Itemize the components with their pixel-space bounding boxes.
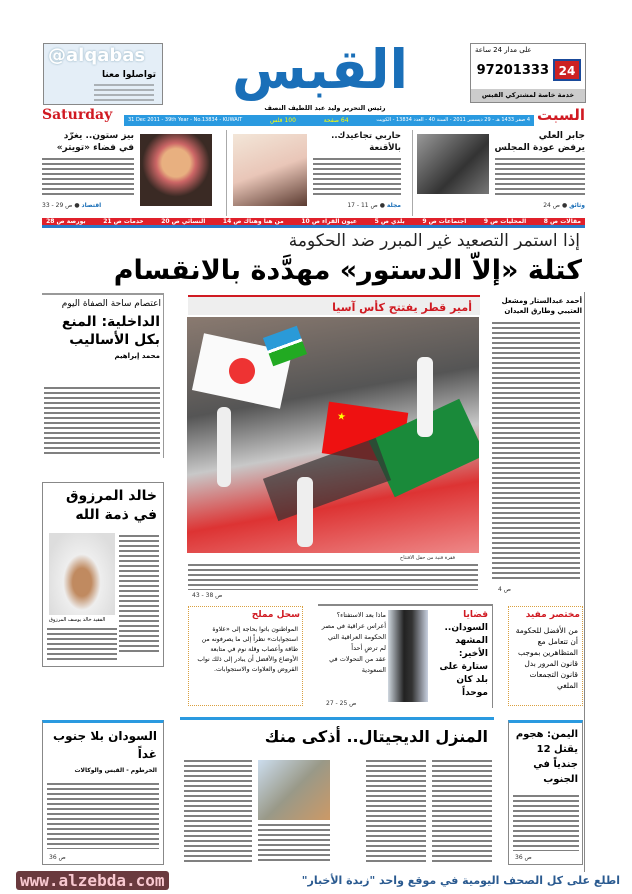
price: 100 فلس xyxy=(270,117,296,124)
sms-logo: 24 xyxy=(553,59,581,81)
lead-byline: أحمد عبدالستار ومشعل العتيبي وطارق العيدان xyxy=(501,297,582,315)
photo-story xyxy=(188,564,478,590)
index-item[interactable]: بورصة ص 28 xyxy=(46,218,86,225)
obituary-photo xyxy=(49,533,115,615)
pages: 64 صفحة xyxy=(323,117,349,124)
day-ar: السبت xyxy=(536,106,585,124)
sms-box[interactable] xyxy=(470,43,586,103)
index-item[interactable]: المحليات ص 9 xyxy=(483,218,527,225)
lead-page[interactable]: ص 4 xyxy=(498,586,511,593)
contact-label: تواصلوا معنا xyxy=(101,70,156,80)
date-bar xyxy=(124,115,534,126)
teaser-photo xyxy=(417,134,489,194)
issues-photo xyxy=(388,610,428,702)
sms-badge: على مدار 24 ساعة xyxy=(475,46,532,54)
index-item[interactable]: النسائي ص 20 xyxy=(161,218,206,225)
footer-ad-url[interactable]: www.alzebda.com xyxy=(16,871,169,890)
issues-box[interactable]: قضايا السودان.. المشهد الأخير: ستارة على بلد كان موحداً ماذا بعد الاستفتاء؟ أعراس عراقية في مصر الحكومة العراقية التي لم ترضِ أحداً عقد من التحولات في السعودية ص 25 - 27 xyxy=(318,604,493,708)
footer-ad[interactable] xyxy=(16,868,620,892)
obituary-title: خالد المرزوق في ذمة الله xyxy=(66,488,157,523)
day-en: Saturday xyxy=(42,107,113,123)
lead-headline[interactable]: كتلة «إلاّ الدستور» مهدَّدة بالانقسام xyxy=(113,255,582,286)
summary-box[interactable]: مختصر مفيد من الأفضل للحكومة أن تتعامل مع المتظاهرين بموجب قانون المرور بدل قانون التجمعات الملغي xyxy=(508,606,583,706)
yemen-box[interactable]: اليمن: هجوم يقتل 12 جندياً في الجنوب ص 36 xyxy=(508,720,583,865)
left-story[interactable]: اعتصام ساحة الصفاة اليوم الداخلية: المنع بكل الأساليب محمد إبراهيم xyxy=(42,293,164,458)
teaser-masks[interactable]: حاربي تجاعيدك.. بالأقنعة مجلة ● ص 11 - 17 xyxy=(226,130,401,216)
index-item[interactable]: مقالات ص 8 xyxy=(543,218,581,225)
photo-credit: فقرة فنية من حفل الافتتاح xyxy=(400,555,456,561)
masthead-logo: القبس xyxy=(231,38,409,101)
teaser-photo xyxy=(233,134,307,206)
index-item[interactable]: اجتماعات ص 9 xyxy=(422,218,467,225)
date-en: 31 Dec 2011 - 39th Year - No.13834 - KUWAIT xyxy=(128,117,243,123)
index-bar xyxy=(42,218,585,228)
sms-label: خدمة خاصة لمشتركي القبس xyxy=(471,89,585,102)
sudan-box[interactable]: السودان بلا جنوب غداً الخرطوم - القبس والوكالات ص 36 xyxy=(42,720,164,865)
china-flag-icon: ★ xyxy=(322,402,408,465)
digital-home-story[interactable]: المنزل الديجيتال.. أذكى منك xyxy=(180,717,494,865)
photo-page-ref[interactable]: ص 38 - 43 xyxy=(192,592,223,599)
smart-home-illustration xyxy=(258,760,330,820)
teaser-stone-subtitle: في فضاء «تويتر» xyxy=(56,143,134,153)
teaser-jaber[interactable]: جابر العلي يرفض عودة المجلس وثائق ● ص 24 xyxy=(412,130,585,216)
index-item[interactable]: عيون القراء ص 10 xyxy=(301,218,357,225)
footer-ad-text: اطلع على كل الصحف اليومية في موقع واحد "زبدة الأخبار" xyxy=(301,873,620,887)
index-item[interactable]: من هنا وهناك ص 14 xyxy=(222,218,284,225)
date-ar: 4 صفر 1433 هـ - 29 ديسمبر 2011 - السنة 40 - العدد 13834 - الكويت xyxy=(376,117,530,123)
lead-photo[interactable] xyxy=(187,317,479,553)
lead-kicker: إذا استمر التصعيد غير المبرر ضد الحكومة xyxy=(288,231,580,251)
editor-line: رئيس التحرير وليد عبد اللطيف النصف xyxy=(264,104,386,112)
photo-caption-bar: أمير قطر يفتتح كأس آسيا xyxy=(188,295,480,315)
twitter-handle: @alqabas xyxy=(48,45,146,66)
twitter-box[interactable] xyxy=(43,43,163,105)
obituary-box[interactable]: خالد المرزوق في ذمة الله الفقيد خالد يوسف المرزوق xyxy=(42,482,164,667)
sms-number: 97201333 xyxy=(476,62,549,78)
salt-box[interactable]: سحل مملح المواطنون باتوا بحاجة إلى «علاوة استجوابات» نظراً إلى ما يصرفونه من طاقة وأعصاب وقلة نوم في متابعة الأوضاع والأفضل أن يبادر إلى ذلك نواب القروض والعلاوات والاستجوابات. xyxy=(188,606,303,706)
teaser-stone[interactable]: بيز ستون.. يغرّد في فضاء «تويتر» اقتصاد ● ص 29 - 33 xyxy=(42,130,217,216)
index-item[interactable]: بلدي ص 5 xyxy=(374,218,405,225)
lead-body xyxy=(492,322,580,582)
left-headline: الداخلية: المنع بكل الأساليب xyxy=(61,314,160,348)
index-item[interactable]: خدمات ص 21 xyxy=(103,218,144,225)
teaser-photo xyxy=(140,134,212,206)
